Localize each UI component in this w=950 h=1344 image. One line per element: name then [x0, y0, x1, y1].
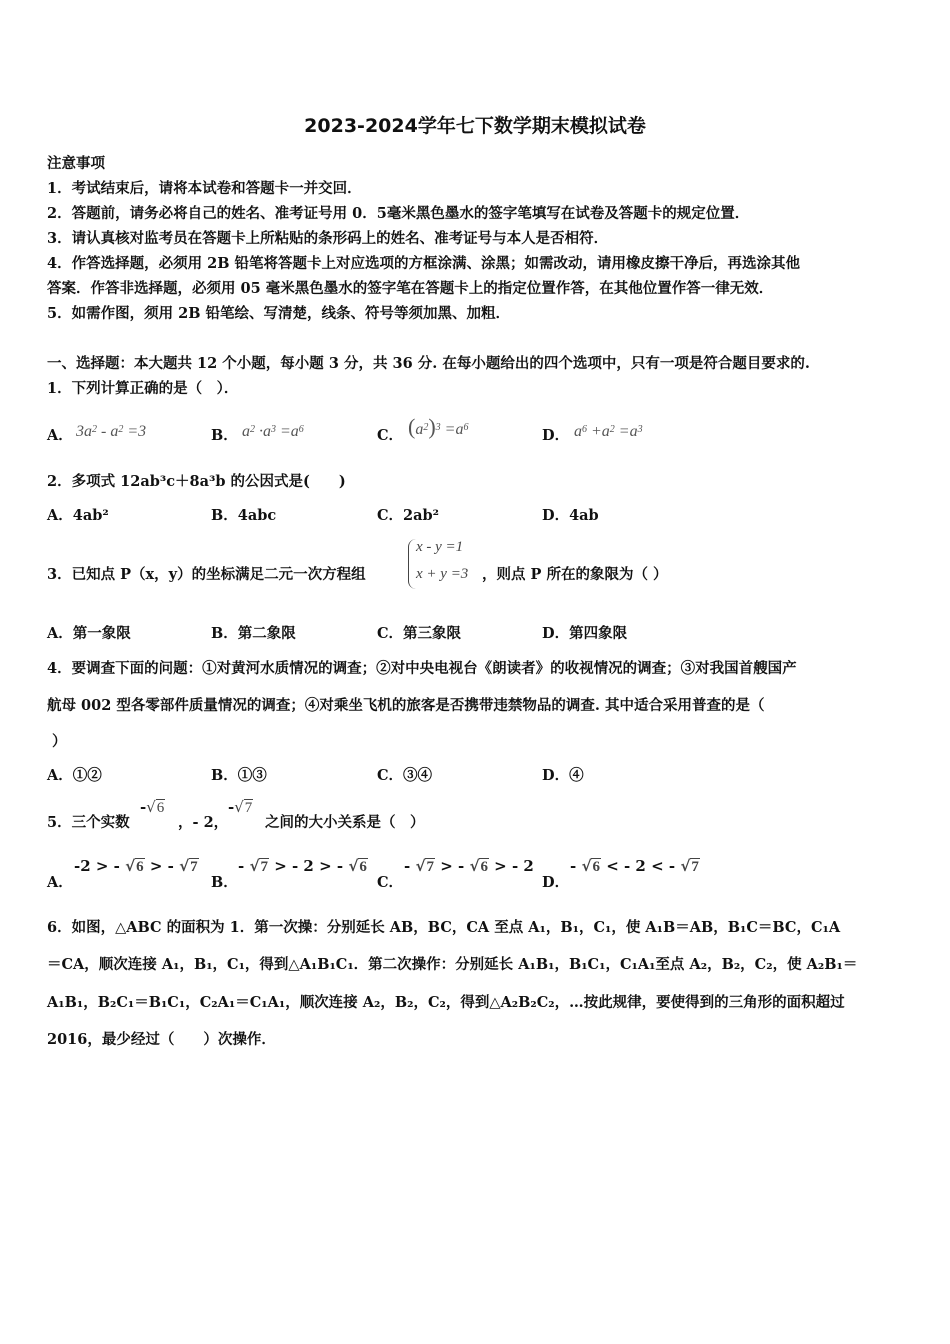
- q3-option-a: A．第一象限: [47, 625, 131, 642]
- question-6-stem: 6．如图，△ABC 的面积为 1．第一次操：分别延长 AB，BC，CA 至点 A₁，B₁，C₁，使 A₁B＝AB，B₁C＝BC，C₁A: [47, 919, 841, 936]
- q4-option-b: B．①③: [211, 767, 267, 784]
- notice-item: 4．作答选择题，必须用 2B 铅笔将答题卡上对应选项的方框涂满、涂黑；如需改动，请用橡皮擦干净后，再选涂其他: [47, 255, 801, 272]
- q5-option-d-label: D．: [542, 874, 570, 891]
- notice-item: 5．如需作图，须用 2B 铅笔绘、写清楚，线条、符号等须加黑、加粗．: [47, 305, 511, 322]
- question-2-stem: 2．多项式 12ab³c＋8a³b 的公因式是( ): [47, 473, 346, 490]
- equation-1: x - y =1: [416, 539, 464, 555]
- q1-option-c-formula: $(a^2)^3 =a^6$: [408, 414, 469, 439]
- question-4-stem: 航母 002 型各零部件质量情况的调查；④对乘坐飞机的旅客是否携带违禁物品的调查. 其中适合采用普查的是（: [47, 697, 765, 714]
- q5-option-a-label: A．: [47, 874, 73, 891]
- q1-option-c-label: C．: [377, 427, 404, 444]
- question-1-stem: 1．下列计算正确的是（ ）．: [47, 380, 239, 397]
- q5-option-b-label: B．: [211, 874, 238, 891]
- q2-option-d: D．4ab: [542, 507, 599, 524]
- question-4-stem: ）: [52, 733, 67, 750]
- q4-option-c: C．③④: [377, 767, 433, 784]
- q5-option-c-formula: - √7 > - √6 > - 2: [404, 857, 534, 875]
- neg-sqrt7: -√7: [228, 798, 253, 816]
- question-3-stem-end: ，则点 P 所在的象限为（ ）: [482, 566, 668, 583]
- q3-option-b: B．第二象限: [211, 625, 296, 642]
- question-5-stem: 5．三个实数: [47, 814, 130, 831]
- q2-option-a: A．4ab²: [47, 507, 109, 524]
- q1-option-b-label: B．: [211, 427, 238, 444]
- q3-option-d: D．第四象限: [542, 625, 628, 642]
- q4-option-a: A．①②: [47, 767, 102, 784]
- q1-option-a-formula: $3a^2 - a^2 =3$: [76, 423, 147, 440]
- section-heading: 一、选择题：本大题共 12 个小题，每小题 3 分，共 36 分. 在每小题给出的四个选项中，只有一项是符合题目要求的.: [47, 355, 810, 372]
- equation-2: x + y =3: [416, 566, 469, 582]
- question-6-stem: ＝CA，顺次连接 A₁，B₁，C₁，得到△A₁B₁C₁．第二次操作：分别延长 A₁B₁，B₁C₁，C₁A₁至点 A₂，B₂，C₂，使 A₂B₁＝: [47, 956, 858, 973]
- q5-option-a-formula: -2 > - √6 > - √7: [74, 857, 198, 875]
- page-title: 2023-2024学年七下数学期末模拟试卷: [304, 115, 646, 137]
- question-6-stem: A₁B₁，B₂C₁＝B₁C₁，C₂A₁＝C₁A₁，顺次连接 A₂，B₂，C₂，得到△A₂B₂C₂，…按此规律，要使得到的三角形的面积超过: [47, 994, 845, 1011]
- q5-option-c-label: C．: [377, 874, 404, 891]
- q5-option-d-formula: - √6 < - 2 < - √7: [570, 857, 699, 875]
- notice-item: 2．答题前，请务必将自己的姓名、准考证号用 0．5毫米黑色墨水的签字笔填写在试卷及答题卡的规定位置．: [47, 205, 750, 222]
- question-4-stem: 4．要调查下面的问题：①对黄河水质情况的调查；②对中央电视台《朗读者》的收视情况的调查；③对我国首艘国产: [47, 660, 797, 677]
- question-6-stem: 2016，最少经过（ ）次操作．: [47, 1031, 276, 1048]
- notice-item: 1．考试结束后，请将本试卷和答题卡一并交回．: [47, 180, 362, 197]
- q1-option-a-label: A．: [47, 427, 73, 444]
- q1-option-b-formula: $a^2 \cdot a^3 =a^6$: [242, 423, 304, 440]
- neg-sqrt6: -√6: [140, 798, 165, 816]
- question-5-stem-end: 之间的大小关系是（ ）: [265, 814, 425, 831]
- q4-option-d: D．④: [542, 767, 584, 784]
- notice-item: 3．请认真核对监考员在答题卡上所粘贴的条形码上的姓名、准考证号与本人是否相符．: [47, 230, 609, 247]
- notice-heading: 注意事项: [47, 155, 105, 172]
- q3-option-c: C．第三象限: [377, 625, 462, 642]
- q1-option-d-formula: $a^6 +a^2 =a^3$: [574, 423, 643, 440]
- q1-option-d-label: D．: [542, 427, 570, 444]
- q5-option-b-formula: - √7 > - 2 > - √6: [238, 857, 367, 875]
- q2-option-b: B．4abc: [211, 507, 277, 524]
- question-3-stem: 3．已知点 P（x，y）的坐标满足二元一次方程组: [47, 566, 366, 583]
- notice-item: 答案．作答非选择题，必须用 05 毫米黑色墨水的签字笔在答题卡上的指定位置作答，在其他位置作答一律无效．: [47, 280, 774, 297]
- question-5-stem-mid: ，- 2，: [178, 814, 229, 831]
- q2-option-c: C．2ab²: [377, 507, 440, 524]
